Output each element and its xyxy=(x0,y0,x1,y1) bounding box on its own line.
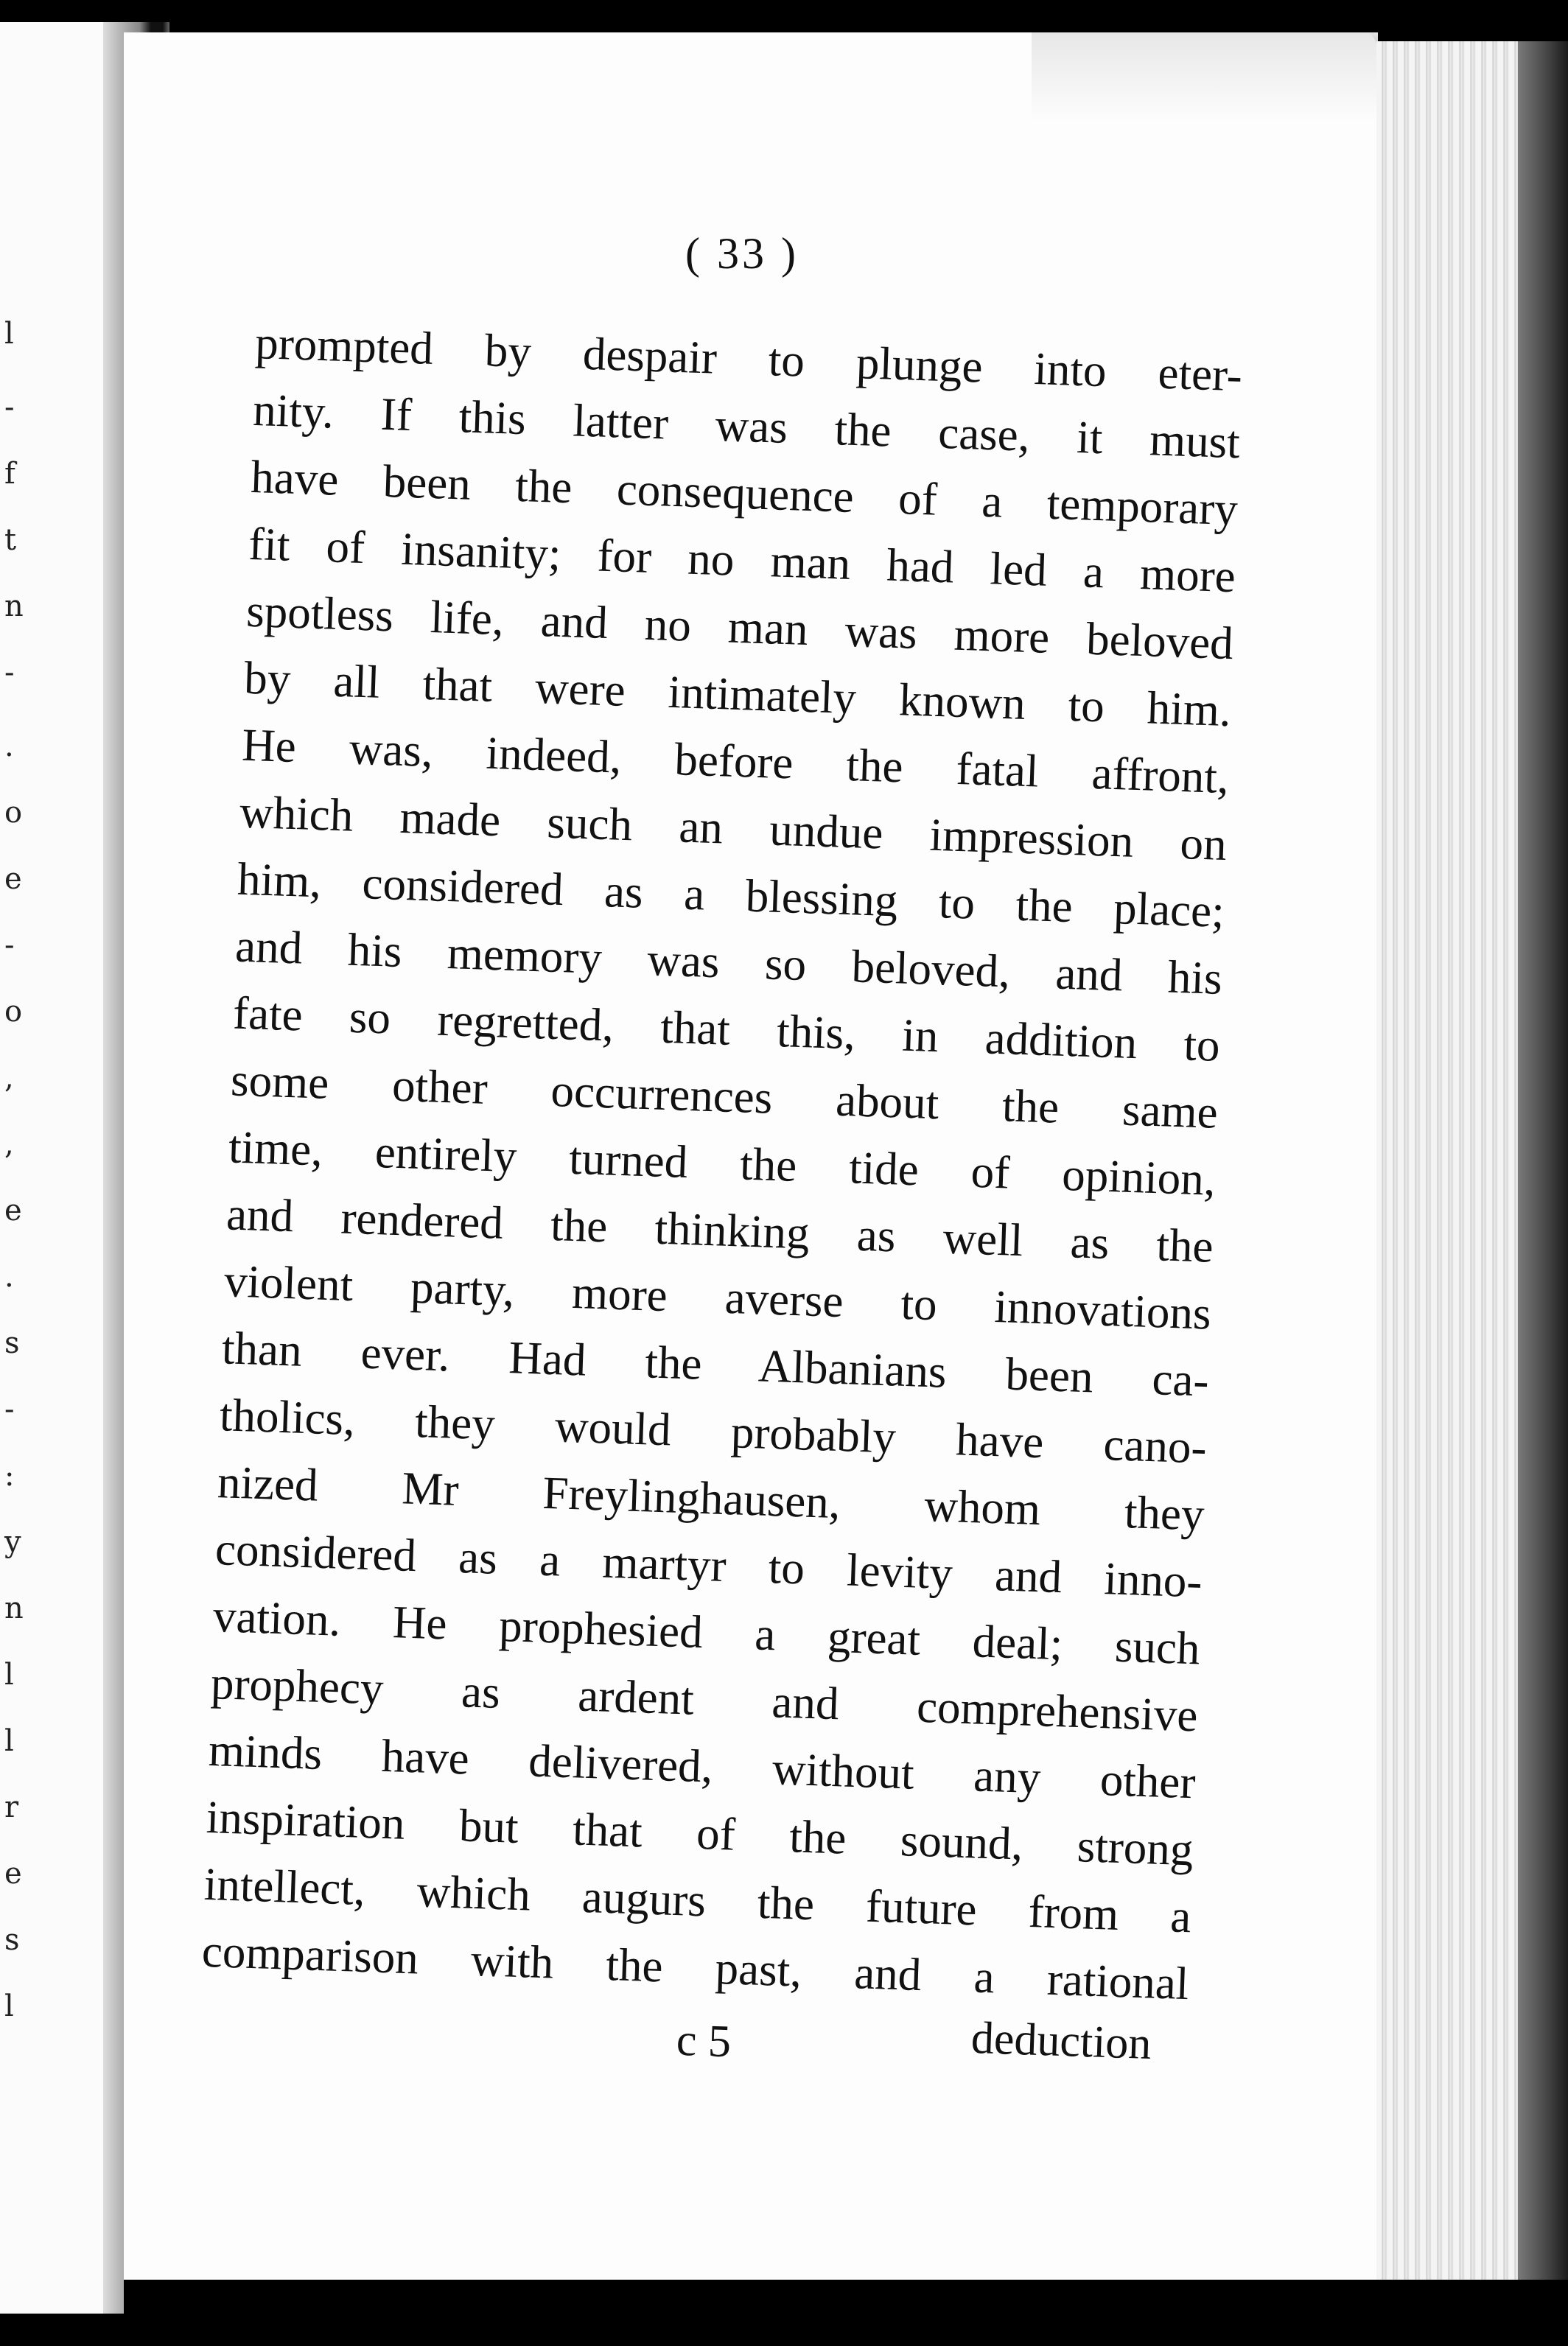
body-text xyxy=(201,309,1244,2017)
text-line: time, entirely turned the tide of opinion, xyxy=(228,1121,1217,1205)
text-line: tholics, they would probably have cano- xyxy=(219,1389,1208,1474)
text-line: prompted by despair to plunge into eter- xyxy=(254,316,1243,402)
text-line: comparison with the past, and a rational xyxy=(200,1925,1190,2010)
signature-mark: c 5 xyxy=(675,2014,732,2067)
page-stack-shadow xyxy=(1518,41,1568,2303)
left-page-edge-fragments: l - f t n - . o e - o , , e . s - : y n l l r e s l xyxy=(4,317,24,2023)
text-line: by all that were intimately known to him. xyxy=(243,651,1232,737)
text-line: than ever. Had the Albanians been ca- xyxy=(221,1322,1210,1407)
text-line: have been the consequence of a temporary xyxy=(250,450,1239,536)
text-line: vation. He prophesied a great deal; such xyxy=(212,1590,1201,1675)
text-line: spotless life, and no man was more beloved xyxy=(245,584,1234,670)
text-line: He was, indeed, before the fatal affront, xyxy=(241,718,1230,804)
text-line: intellect, which augurs the future from a xyxy=(203,1857,1192,1943)
text-line: inspiration but that of the sound, strong xyxy=(205,1790,1194,1876)
text-line: minds have delivered, without any other xyxy=(207,1723,1197,1809)
text-line: violent party, more averse to innovations xyxy=(223,1255,1212,1340)
catchword: deduction xyxy=(970,2012,1152,2070)
text-line: fit of insanity; for no man had led a more xyxy=(248,517,1236,603)
text-line: prophecy as ardent and comprehensive xyxy=(210,1656,1199,1742)
text-line: him, considered as a blessing to the place; xyxy=(237,852,1225,937)
running-head-page-number: ( 33 ) xyxy=(685,229,799,278)
text-line: nized Mr Freylinghausen, whom they xyxy=(217,1456,1205,1541)
text-line: and his memory was so beloved, and his xyxy=(234,920,1223,1004)
page-curl-shadow xyxy=(1032,32,1378,121)
text-line: considered as a martyr to levity and inno- xyxy=(214,1523,1203,1608)
text-line: which made such an undue impression on xyxy=(239,785,1228,871)
scan-bottom-border xyxy=(124,2280,1568,2346)
text-line: fate so regretted, that this, in addition to xyxy=(232,987,1221,1071)
text-line: nity. If this latter was the case, it must xyxy=(252,383,1241,469)
text-line: and rendered the thinking as well as the xyxy=(225,1188,1214,1272)
text-line: some other occurrences about the same xyxy=(230,1054,1219,1138)
